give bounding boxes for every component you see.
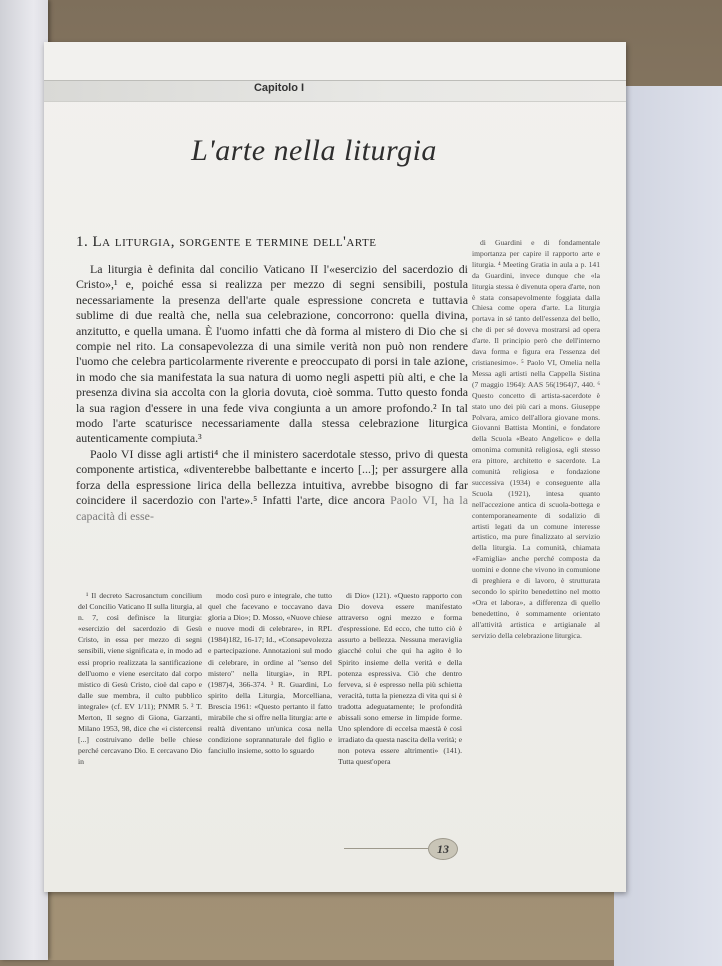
paragraph-2 (76, 447, 468, 524)
footnote-text: ¹ Il decreto Sacrosanctum concilium del Concilio Vaticano II sulla liturgia, al n. 7, così definisce la liturgia: «esercizio del sacerdozio di Gesù Cristo, in essa per mezzo di segni sensibili, viene significata e, in modo ad essi proprio realizzata la santificazione dell'uomo e viene esercitato dal corpo mistico di Gesù Cristo, cioè dal capo e dalle sue membra, il culto pubblico integrale» (cf. EV 1/11); PNMR 5. ² T. Merton, Il segno di Giona, Garzanti, Milano 1953, 98, dice che «i cistercensi [...] costruivano delle belle chiese perché cercavano Dio. E cercavano Dio in (78, 591, 202, 767)
main-text (76, 262, 468, 524)
background-card (614, 86, 722, 966)
chapter-label: Capitolo I (253, 82, 305, 94)
footnotes-column-3 (338, 590, 462, 770)
margin-notes (472, 238, 600, 643)
margin-notes-text: di Guardini e di fondamentale importanza per capire il rapporto arte e liturgia. ⁴ Meeting Gratia in aula a p. 141 da Guardini, invece dunque che «la liturgia stessa è divenuta opera d'arte, non è stata consapevolmente foggiata dalla Chiesa come opera d'arte. La liturgia portava in sé tanto dell'essenza del bello, che di per sé doveva mostrarsi ad opera d'arte. Il principio però che dell'interno dava forma e figura era l'essenza del cristianesimo». ⁵ Paolo VI, Omelia nella Messa agli artisti nella Cappella Sistina (7 maggio 1964): AAS 56(1964)7, 440. ⁶ Questo concetto di artista-sacerdote è stato uno dei più cari a mons. Giuseppe Polvara, amico dell'allora giovane mons. Giovanni Battista Montini, e fondatore della Scuola «Beato Angelico» e della omonima comunità religiosa, egli stesso era pittore, architetto e sacerdote. La comunità religiosa e fondazione successiva (1934) e conseguente alla Scuola (1921), intesa quanto nell'accezione antica di scuola-bottega e contemporaneamente di sodalizio di artisti legati da un comune interesse artistico, ma pure finalizzato al servizio della liturgia. La comunità, chiamata «Famiglia» anche perché composta da uomini e donne che vivono in comunione di preghiera e di lavoro, è strutturata secondo lo spirito benedettino nel motto «Ora et labora», a differenza di quello benedettino, è sommamente orientato all'attività artistica e artigianale al servizio della celebrazione liturgica. (472, 238, 600, 640)
footnotes-column-2 (208, 590, 332, 758)
page-number: 13 (428, 838, 458, 860)
page-number-rule (344, 848, 428, 849)
footnote-text: di Dio» (121). «Questo rapporto con Dio doveva essere manifestato attraverso ogni mezzo e forma d'espressione. Ed ecco, che tutto ciò è assurto a bellezza. Nessuna meraviglia giacché colui che qui ha agito è lo Spirito insieme della verità e della potenza espressiva. Ciò che dentro ferveva, si è espresso nella più schietta veracità, tutta la pienezza di vita qui si è tradotta adeguatamente; le profondità abissali sono emerse in limpide forme. Uno splendore di eccelsa maestà è così irradiato da questa nascita della verità; e non poteva essere altrimenti» (141). Tutta quest'opera (338, 591, 462, 767)
book-page (44, 42, 626, 892)
footnote-text: modo così puro e integrale, che tutto quel che facevano e toccavano dava gloria a Dio»; D. Mosso, «Nuove chiese e nuove modi di celebrare», in RPL (1984)182, 16-17; Id., «Consapevolezza e partecipazione. Annotazioni sul modo di celebrare, in ordine al "senso del mistero" nella liturgia», in RPL (1987)4, 366-374. ³ R. Guardini, Lo spirito della Liturgia, Morcelliana, Brescia 1961: «Questo pertanto il fatto mirabile che si offre nella liturgia: arte e realtà diventano un'unica cosa nella condizione soprannaturale del figlio e fanciullo insieme, sotto lo sguardo (208, 591, 332, 756)
chapter-band (44, 80, 626, 102)
paragraph-1: La liturgia è definita dal concilio Vaticano II l'«esercizio del sacerdozio di Cristo»,¹ e, poiché essa si realizza per mezzo di segni sensibili, postula necessariamente la presenza dell'arte quale espressione concreta e tuttavia sublime di due realtà che, nella sua celebrazione, concorrono: quella divina, anzitutto, e quella umana. È l'uomo infatti che dà forma al mistero di Dio che si compie nel rito. La consapevolezza di una simile verità non può non rendere l'uomo che celebra particolarmente riverente e preoccupato di porsi in tale azione, in modo che sia manifestata la sua natura di uomo negli aspetti più alti, e che la presenza divina sia accolta con la gloria dovuta, cioè somma. Tutto questo fonda la sua ragion d'essere in una fede viva congiunta a un amore profondo.² In tal modo l'arte scaturisce necessariamente dalla stessa celebrazione liturgica autenticamente compiuta.³ (76, 262, 468, 446)
paragraph-2-main: Paolo VI disse agli artisti⁴ che il ministero sacerdotale stesso, privo di questa componente artistica, «diventerebbe balbettante e incerto [...]; per assurgere alla forza della espressione lirica della bellezza intuitiva, avrebbe bisogno di far coincidere il sacerdozio con l'arte».⁵ Infatti l'arte, dice ancora (76, 446, 468, 508)
book-left-edge (0, 0, 48, 960)
section-heading: 1. La liturgia, sorgente e termine dell'arte (76, 234, 377, 250)
paragraph-2-faded: Paolo VI, ha la capacità di esse- (76, 493, 468, 523)
footnotes-column-1 (78, 590, 202, 770)
page-title: L'arte nella liturgia (191, 134, 437, 167)
